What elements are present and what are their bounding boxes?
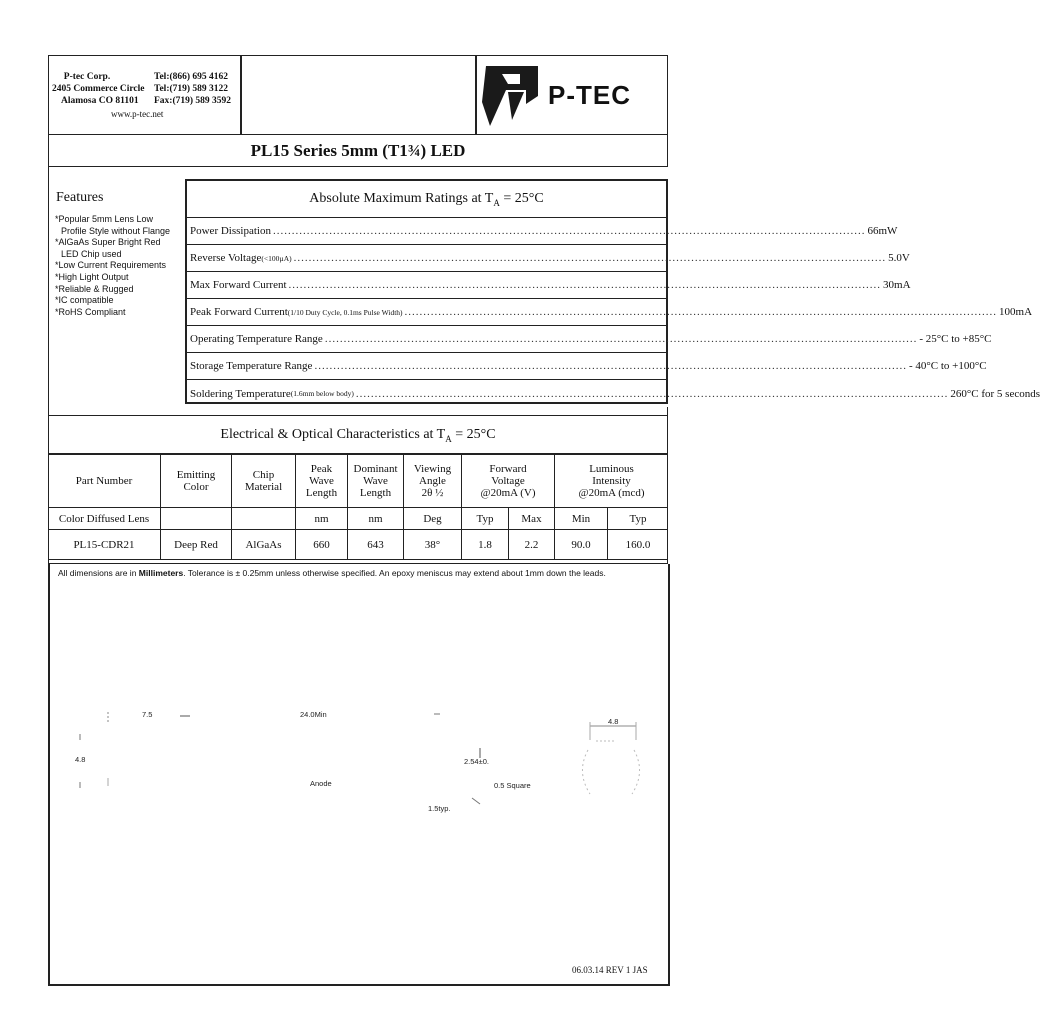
dimension-label: 24.0Min [300, 710, 327, 719]
table-cell: 38° [404, 530, 462, 560]
table-cell: 1.8 [462, 530, 509, 560]
table-cell: 643 [348, 530, 404, 560]
feature-item: LED Chip used [61, 248, 122, 259]
amr-row: Reverse Voltage (<100µA) .............................................................................................................................................................. 5.0V [187, 245, 666, 272]
table-cell [161, 508, 232, 530]
amr-heading: Absolute Maximum Ratings at $T_A = 25^\circ C$ [187, 181, 666, 218]
table-cell: 90.0 [555, 530, 608, 560]
feature-item: *Popular 5mm Lens Low [55, 214, 154, 224]
dimension-label: 2.54±0. [464, 757, 489, 766]
company-street: 2405 Commerce Circle [52, 84, 145, 94]
dimension-label: 4.8 [608, 717, 619, 726]
feature-item: *RoHS Compliant [55, 306, 126, 317]
company-tel2: Tel:(719) 589 3122 [154, 84, 229, 94]
table-cell: Max [509, 508, 555, 530]
absolute-max-ratings-table [185, 179, 1040, 404]
dimension-label: 7.5 [142, 710, 153, 719]
eoc-heading: Electrical & Optical Characteristics at $T_A = 25^\circ C$ [48, 415, 668, 455]
col-dominant-wave: Dominant Wave Length [348, 454, 404, 508]
table-cell: 2.2 [509, 530, 555, 560]
feature-item: *IC compatible [55, 295, 114, 306]
table-cell: Deg [404, 508, 462, 530]
dimension-label: 0.5 Square [494, 781, 531, 790]
col-part-number: Part Number [48, 454, 161, 508]
table-cell: nm [348, 508, 404, 530]
header-divider [475, 55, 477, 135]
table-cell: PL15-CDR21 [48, 530, 161, 560]
col-forward-voltage: Forward Voltage @20mA (V) [462, 454, 555, 508]
company-fax: Fax:(719) 589 3592 [154, 96, 232, 106]
amr-row: Peak Forward Current (1/10 Duty Cycle, 0.1ms Pulse Width) .............................................................................................................................................................. 100mA [187, 299, 666, 326]
table-cell [232, 508, 296, 530]
company-name: P-tec Corp. [63, 72, 111, 82]
feature-item: Profile Style without Flange [61, 225, 171, 236]
table-cell: 660 [296, 530, 348, 560]
p-tec-logo-icon [482, 62, 542, 130]
features-list [55, 214, 183, 318]
table-row [48, 530, 668, 560]
table-cell: Typ [608, 508, 669, 530]
characteristics-table [48, 453, 668, 560]
dimension-label: Anode [310, 779, 332, 788]
amr-row: Soldering Temperature (1.6mm below body) .............................................................................................................................................................. 260°C for 5 seconds [190, 387, 1040, 400]
table-cell: AlGaAs [232, 530, 296, 560]
dimensions-note: All dimensions are in Millimeters. Tolerance is ± 0.25mm unless otherwise specified. An epoxy meniscus may extend about 1mm down the leads. [58, 568, 606, 578]
table-units-row [48, 508, 668, 530]
features-heading: Features [56, 190, 104, 205]
header-divider [240, 55, 242, 135]
feature-item: *Low Current Requirements [55, 260, 167, 271]
table-cell: 160.0 [608, 530, 669, 560]
frame-line [668, 564, 670, 984]
amr-row: Power Dissipation .............................................................................................................................................................. 66mW [187, 218, 666, 245]
col-luminous-intensity: Luminous Intensity @20mA (mcd) [555, 454, 669, 508]
amr-row: Max Forward Current .............................................................................................................................................................. 30mA [187, 272, 666, 299]
table-cell: Color Diffused Lens [48, 508, 161, 530]
company-address [52, 72, 122, 84]
revision-label: 06.03.14 REV 1 JAS [572, 965, 648, 975]
logo-text: P-TEC [548, 80, 631, 110]
company-tel1: Tel:(866) 695 4162 [154, 72, 229, 82]
col-chip-material: Chip Material [232, 454, 296, 508]
table-cell: Min [555, 508, 608, 530]
frame-line [48, 564, 50, 984]
table-cell: Typ [462, 508, 509, 530]
table-cell: Deep Red [161, 530, 232, 560]
feature-item: *Reliable & Rugged [55, 283, 134, 294]
col-peak-wave: Peak Wave Length [296, 454, 348, 508]
amr-row: Storage Temperature Range .............................................................................................................................................................. - 40°C to +100°C [187, 353, 666, 380]
dimension-label: 1.5typ. [428, 804, 451, 813]
feature-item: *AlGaAs Super Bright Red [55, 237, 161, 248]
company-website[interactable]: www.p-tec.net [111, 109, 164, 119]
col-viewing-angle: Viewing Angle 2θ ½ [404, 454, 462, 508]
feature-item: *High Light Output [55, 271, 129, 282]
dimension-label: 4.8 [75, 755, 86, 764]
col-emitting-color: Emitting Color [161, 454, 232, 508]
page-title: PL15 Series 5mm (T1¾) LED [48, 135, 668, 167]
table-cell: nm [296, 508, 348, 530]
frame-line [48, 984, 670, 986]
company-city: Alamosa CO 81101 [61, 96, 139, 106]
table-header-row [48, 454, 668, 508]
amr-row: Operating Temperature Range .............................................................................................................................................................. - 25°C to +85°C [187, 326, 666, 353]
